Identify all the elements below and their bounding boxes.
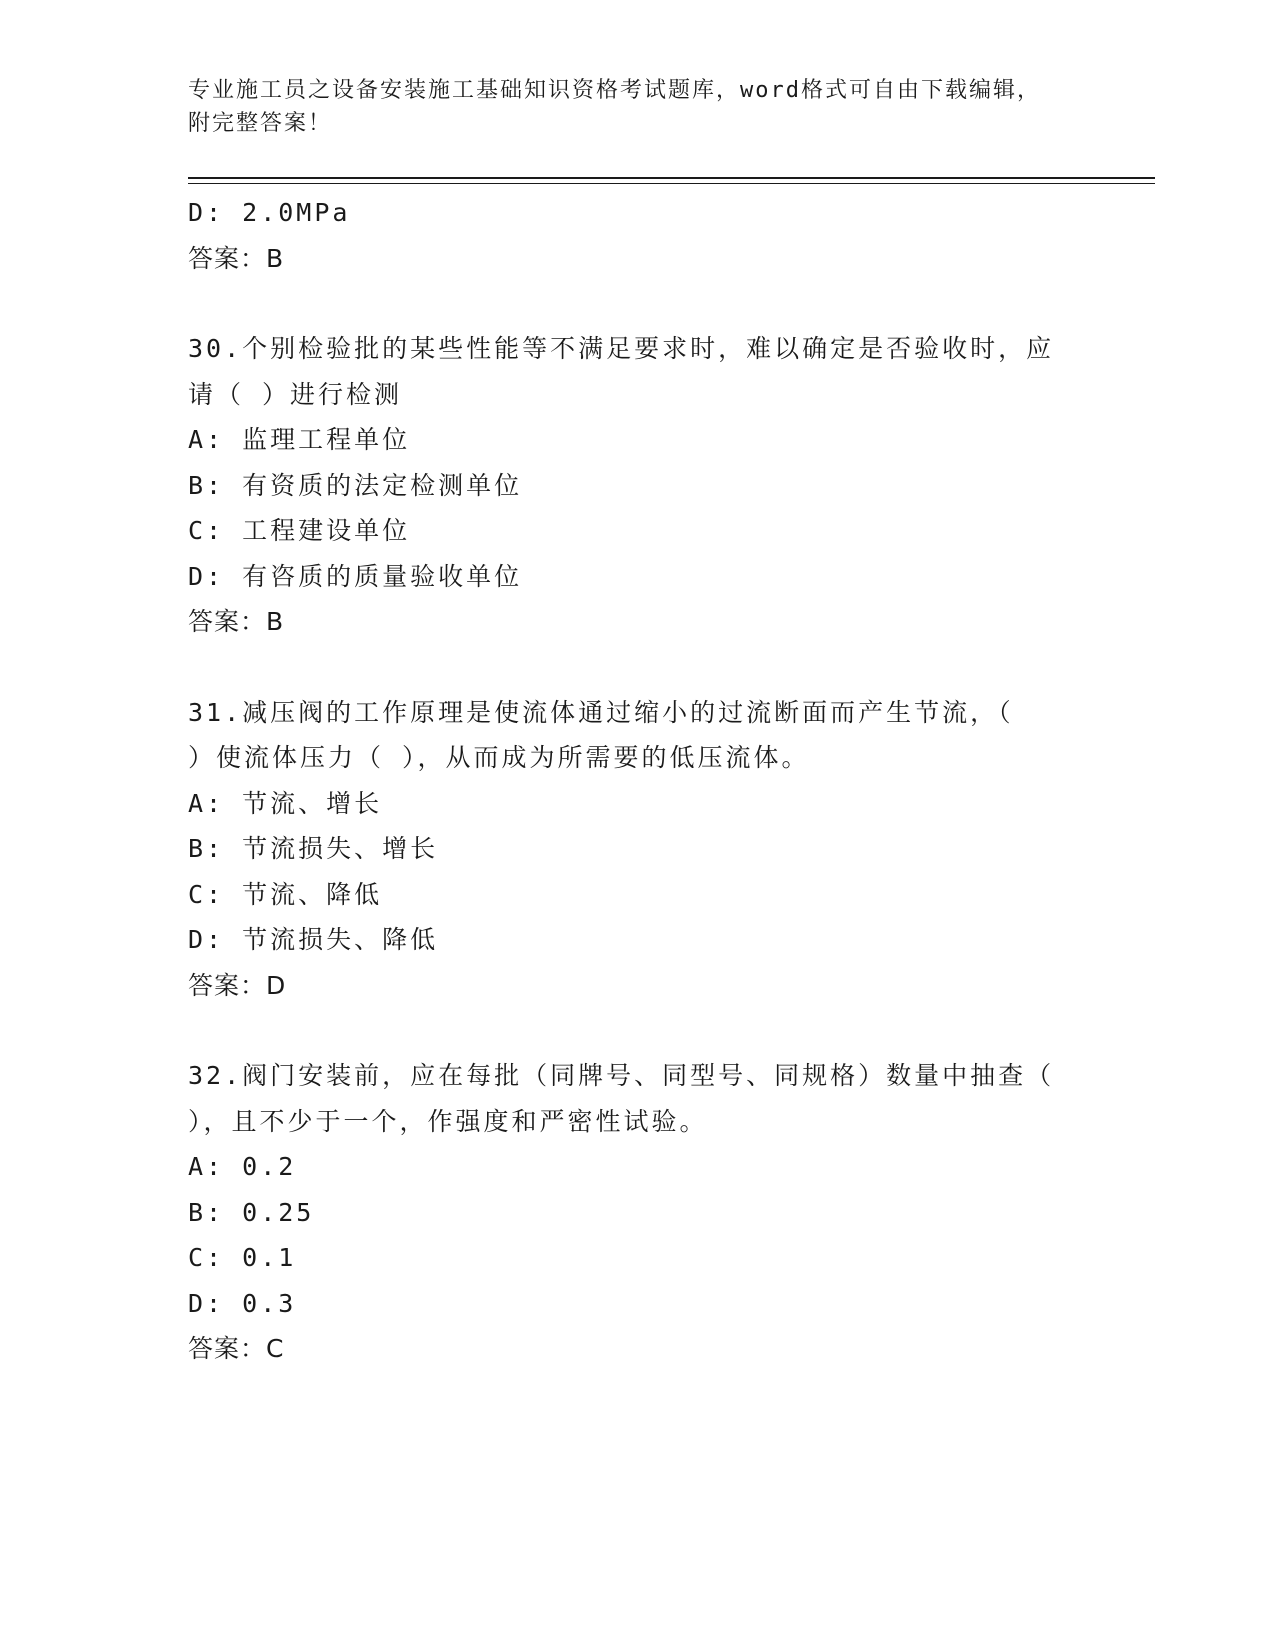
question-30: [188, 326, 1088, 645]
option-d: D: 节流损失、降低: [188, 925, 439, 954]
spacer: [188, 645, 1088, 690]
option-b: B: 节流损失、增长: [188, 834, 439, 863]
question-stem: 31.减压阀的工作原理是使流体通过缩小的过流断面而产生节流，（: [188, 697, 1014, 727]
question-stem-continued: ）使流体压力（ ），从而成为所需要的低压流体。: [188, 743, 810, 772]
spacer: [188, 281, 1088, 326]
question-stem-continued: ），且不少于一个，作强度和严密性试验。: [188, 1106, 708, 1136]
question-stem: 30.个别检验批的某些性能等不满足要求时，难以确定是否验收时，应: [188, 334, 1055, 363]
header-divider-thick: [188, 177, 1155, 179]
previous-question-tail: [188, 190, 1088, 281]
option-c: C: 节流、降低: [188, 879, 383, 909]
option-d: D: 有咨质的质量验收单位: [188, 561, 523, 591]
answer-line: 答案：C: [188, 1334, 285, 1363]
document-header: [188, 74, 1088, 140]
question-stem: 32.阀门安装前，应在每批（同牌号、同型号、同规格）数量中抽查（: [188, 1061, 1055, 1090]
option-d: D: 2.0MPa: [188, 198, 351, 227]
answer-line: 答案：B: [188, 243, 285, 273]
option-a: A: 0.2: [188, 1152, 297, 1181]
question-list: [188, 190, 1088, 1372]
answer-line: 答案：D: [188, 970, 287, 1000]
option-a: A: 节流、增长: [188, 788, 383, 818]
question-32: [188, 1053, 1088, 1372]
question-stem-continued: 请（ ）进行检测: [188, 379, 403, 409]
header-line-2: 附完整答案！: [188, 111, 333, 136]
option-b: B: 有资质的法定检测单位: [188, 470, 523, 500]
option-c: C: 0.1: [188, 1243, 297, 1272]
option-c: C: 工程建设单位: [188, 516, 411, 545]
question-31: [188, 690, 1088, 1009]
option-b: B: 0.25: [188, 1197, 315, 1227]
spacer: [188, 1008, 1088, 1053]
option-d: D: 0.3: [188, 1288, 297, 1318]
header-divider-thin: [188, 183, 1155, 184]
option-a: A: 监理工程单位: [188, 425, 411, 454]
header-line-1: 专业施工员之设备安装施工基础知识资格考试题库，word格式可自由下载编辑，: [188, 78, 1041, 103]
answer-line: 答案：B: [188, 607, 285, 636]
